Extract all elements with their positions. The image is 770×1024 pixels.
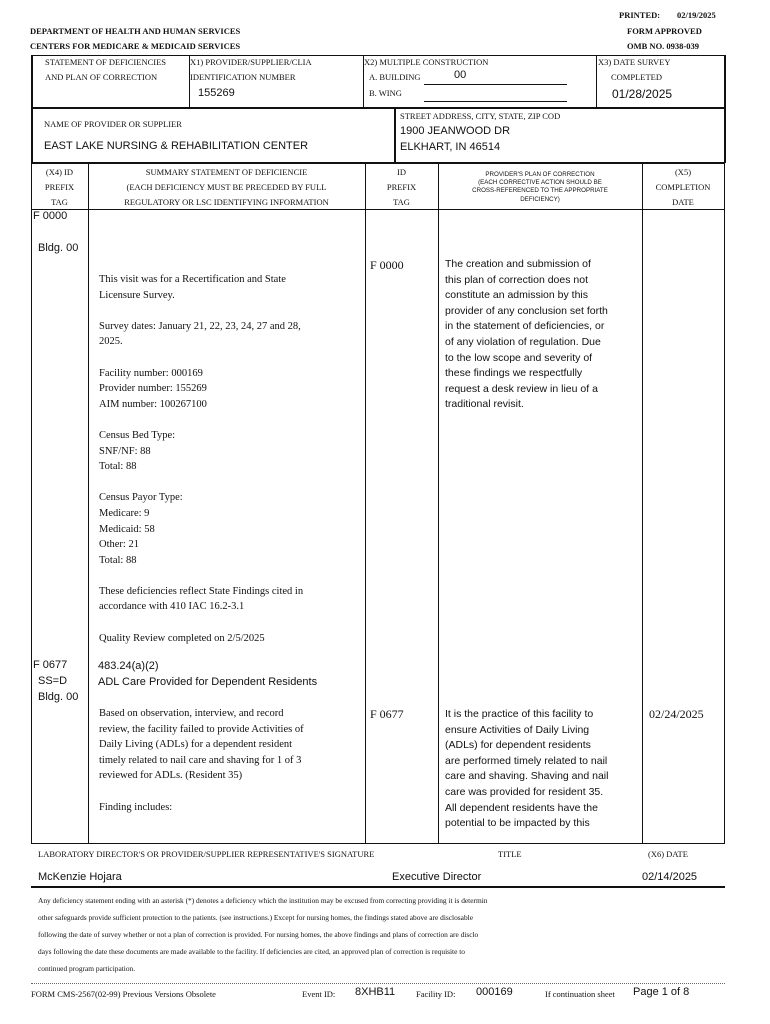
signature-label: LABORATORY DIRECTOR'S OR PROVIDER/SUPPLIER REPRESENTATIVE'S SIGNATURE: [38, 849, 375, 859]
signatory-name: McKenzie Hojara: [38, 871, 122, 883]
x6-date-label: (X6) DATE: [648, 849, 688, 859]
provider-name-label: NAME OF PROVIDER OR SUPPLIER: [44, 119, 182, 129]
survey-completed-date: 01/28/2025: [612, 87, 673, 101]
summary-block-f0677: Based on observation, interview, and record review, the facility failed to provide Activities of Daily Living (ADLs) for a dependent resident timely related to nail care and shaving for 1 of 3 reviewed for ADLs. (Resident 35) Finding includes:: [99, 708, 304, 813]
tag-f0000: F 0000: [33, 210, 68, 222]
statement-label-1: STATEMENT OF DEFICIENCIES: [45, 57, 167, 67]
building-tag-b: Bldg. 00: [38, 691, 79, 703]
continuation-label: If continuation sheet: [545, 989, 615, 999]
department-name: DEPARTMENT OF HEALTH AND HUMAN SERVICES: [30, 26, 241, 36]
regulation-title: ADL Care Provided for Dependent Residents: [98, 676, 318, 688]
completion-date: 02/24/2025: [649, 707, 704, 721]
event-id-value: 8XHB11: [355, 986, 396, 998]
page-number: Page 1 of 8: [633, 986, 690, 998]
facility-id-value: 000169: [476, 986, 513, 998]
disclaimer-text: Any deficiency statement ending with an asterisk (*) denotes a deficiency which the institution may be excused from correcting providing it is determin other safeguards provide sufficient protection to the patients. (see instructions.) Except for nursing homes, the findings stated above are disclosable following the date of survey whether or not a plan of correction is provided. For nursing homes, the above findings and plans of correction are disclo days following the date these documents are made available to the facility. If deficiencies are cited, an approved plan of correction is requisite to continued program participation.: [38, 896, 488, 973]
provider-name: EAST LAKE NURSING & REHABILITATION CENTER: [44, 140, 309, 152]
x1-label-2: IDENTIFICATION NUMBER: [190, 72, 296, 82]
scope-severity: SS=D: [38, 675, 68, 687]
statement-label-2: AND PLAN OF CORRECTION: [45, 72, 158, 82]
title-label: TITLE: [498, 849, 522, 859]
plan-block-f0677: It is the practice of this facility to ensure Activities of Daily Living (ADLs) for dependent residents are performed timely related to nail care and shaving. Shaving and nail care was provided for resident 35. All dependent residents have the potential to be impacted by this: [445, 708, 609, 830]
signatory-title: Executive Director: [392, 871, 482, 883]
address-label: STREET ADDRESS, CITY, STATE, ZIP COD: [400, 111, 561, 121]
form-approved: FORM APPROVED: [627, 26, 702, 36]
printed-label: PRINTED:: [619, 10, 661, 20]
signature-date: 02/14/2025: [642, 871, 698, 883]
x5-header: (X5) COMPLETION DATE: [655, 167, 711, 207]
plan-header: PROVIDER'S PLAN OF CORRECTION (EACH CORRECTIVE ACTION SHOULD BE CROSS-REFERENCED TO THE APPROPRIATE DEFICIENCY): [472, 171, 608, 203]
omb-number: OMB NO. 0938-039: [627, 41, 700, 51]
plan-block-intro: The creation and submission of this plan of correction does not constitute an admission by this provider of any conclusion set forth in the statement of deficiencies, or of any violation of regulation. Due to the low scope and severity of these findings we respectfully request a desk review in lieu of a traditional revisit.: [445, 258, 608, 411]
address-line-2: ELKHART, IN 46514: [400, 141, 501, 153]
printed-date: 02/19/2025: [677, 10, 716, 20]
summary-header: SUMMARY STATEMENT OF DEFICIENCIE (EACH DEFICIENCY MUST BE PRECEDED BY FULL REGULATORY OR LSC IDENTIFYING INFORMATION: [124, 167, 329, 207]
provider-id-value: 155269: [198, 87, 235, 99]
building-tag-a: Bldg. 00: [38, 242, 79, 254]
wing-label: B. WING: [369, 88, 402, 98]
x3-label-2: COMPLETED: [611, 72, 662, 82]
x2-label: X2) MULTIPLE CONSTRUCTION: [364, 57, 489, 67]
address-line-1: 1900 JEANWOOD DR: [400, 125, 511, 137]
x1-label-1: X1) PROVIDER/SUPPLIER/CLIA: [190, 57, 312, 67]
id-header: ID PREFIX TAG: [386, 167, 417, 207]
building-label: A. BUILDING: [369, 72, 421, 82]
x3-label-1: X3) DATE SURVEY: [598, 57, 671, 67]
id-f0677: F 0677: [370, 707, 404, 721]
summary-block-intro: This visit was for a Recertification and State Licensure Survey. Survey dates: January 21, 22, 23, 24, 27 and 28, 2025. Facility number: 000169 Provider number: 155269 AIM number: 100267100 Census Bed Type: SNF/NF: 88 Total: 88 Census Payor Type: Medicare: 9 Medicaid: 58 Other: 21 Total: 88 These deficiencies reflect State Findings cited in accordance with 410 IAC 16.2-3.1 Quality Review completed on 2/5/2025: [99, 274, 304, 644]
facility-id-label: Facility ID:: [416, 989, 456, 999]
centers-name: CENTERS FOR MEDICARE & MEDICAID SERVICES: [30, 41, 241, 51]
regulation-code: 483.24(a)(2): [98, 660, 159, 672]
id-f0000: F 0000: [370, 258, 404, 272]
tag-f0677: F 0677: [33, 659, 68, 671]
building-value: 00: [454, 69, 467, 81]
form-number: FORM CMS-2567(02-99) Previous Versions Obsolete: [31, 989, 216, 999]
x4-header: (X4) ID PREFIX TAG: [44, 167, 75, 207]
event-id-label: Event ID:: [302, 989, 336, 999]
